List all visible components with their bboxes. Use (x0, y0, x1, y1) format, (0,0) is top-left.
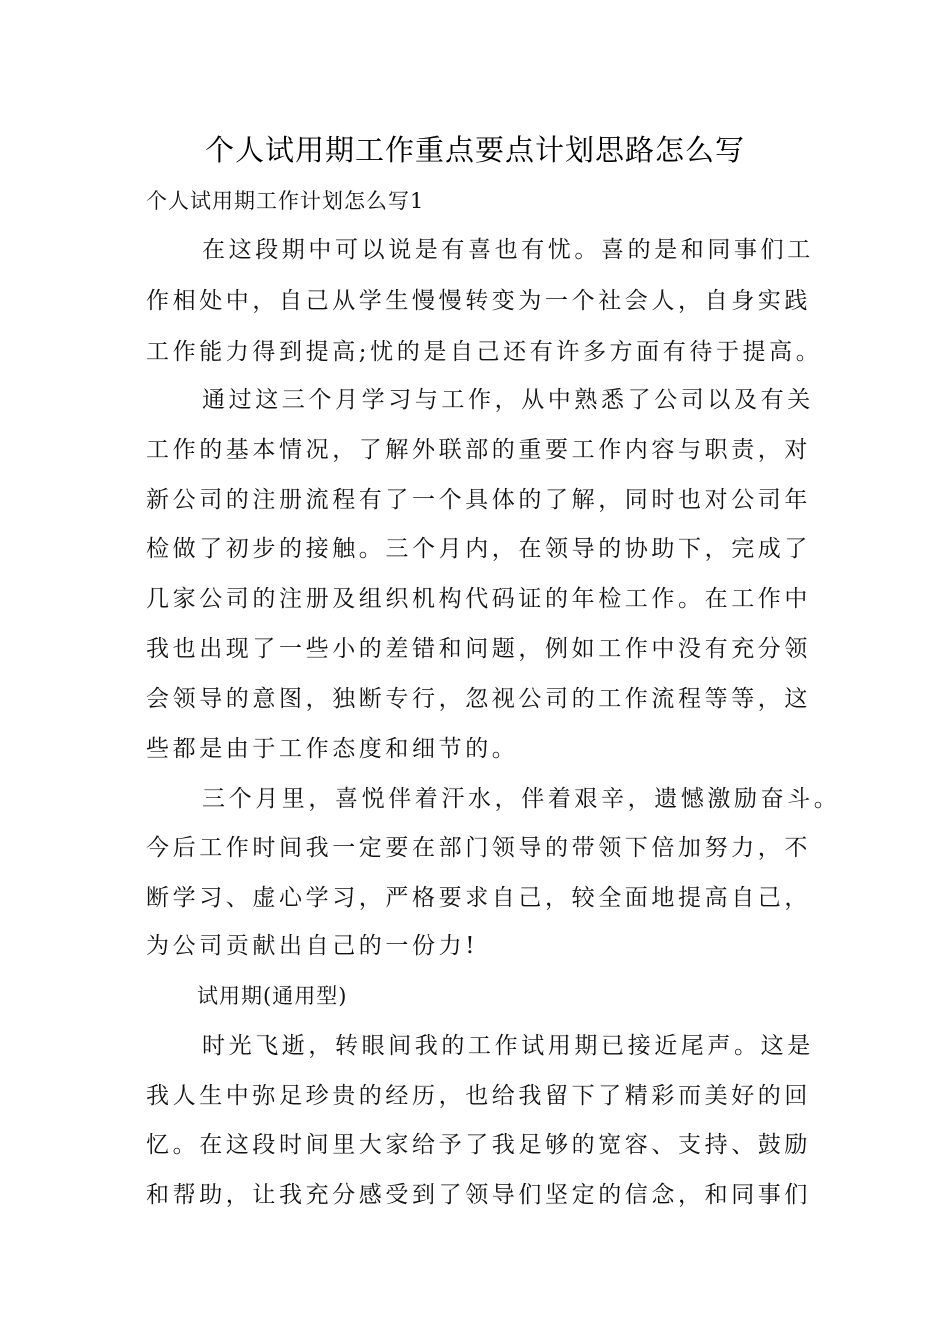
paragraph-2-line-5: 几家公司的注册及组织机构代码证的年检工作。在工作中 (146, 586, 811, 612)
paragraph-4-line-3: 忆。在这段时间里大家给予了我足够的宽容、支持、鼓励 (146, 1132, 811, 1158)
paragraph-1-line-3: 工作能力得到提高;忧的是自己还有许多方面有待于提高。 (146, 339, 823, 365)
paragraph-2-line-7: 会领导的意图，独断专行，忽视公司的工作流程等等，这 (146, 686, 811, 712)
paragraph-3-line-2: 今后工作时间我一定要在部门领导的带领下倍加努力，不 (146, 835, 811, 861)
paragraph-2-line-6: 我也出现了一些小的差错和问题，例如工作中没有充分领 (146, 636, 811, 662)
paragraph-4-line-1: 时光飞逝，转眼间我的工作试用期已接近尾声。这是 (202, 1033, 814, 1059)
paragraph-4-line-2: 我人生中弥足珍贵的经历，也给我留下了精彩而美好的回 (146, 1083, 811, 1109)
paragraph-1-line-1: 在这段期中可以说是有喜也有忧。喜的是和同事们工 (202, 237, 814, 263)
paragraph-2-line-1: 通过这三个月学习与工作，从中熟悉了公司以及有关 (202, 387, 814, 413)
paragraph-2-line-3: 新公司的注册流程有了一个具体的了解，同时也对公司年 (146, 487, 811, 513)
document-title: 个人试用期工作重点要点计划思路怎么写 (204, 133, 745, 167)
paragraph-3-line-1: 三个月里，喜悦伴着汗水，伴着艰辛，遗憾激励奋斗。 (202, 786, 841, 812)
paragraph-4-line-4: 和帮助，让我充分感受到了领导们坚定的信念，和同事们 (146, 1182, 811, 1208)
paragraph-1-line-2: 作相处中，自己从学生慢慢转变为一个社会人，自身实践 (146, 288, 811, 314)
section-heading-2: 试用期(通用型) (197, 984, 348, 1008)
paragraph-3-line-3: 断学习、虚心学习，严格要求自己，较全面地提高自己， (146, 885, 811, 911)
section-heading-1: 个人试用期工作计划怎么写1 (146, 189, 425, 213)
paragraph-2-line-4: 检做了初步的接触。三个月内，在领导的协助下，完成了 (146, 536, 811, 562)
paragraph-2-line-2: 工作的基本情况，了解外联部的重要工作内容与职责，对 (146, 437, 811, 463)
paragraph-2-line-8: 些都是由于工作态度和细节的。 (146, 736, 519, 762)
paragraph-3-line-4: 为公司贡献出自己的一份力! (146, 933, 479, 959)
